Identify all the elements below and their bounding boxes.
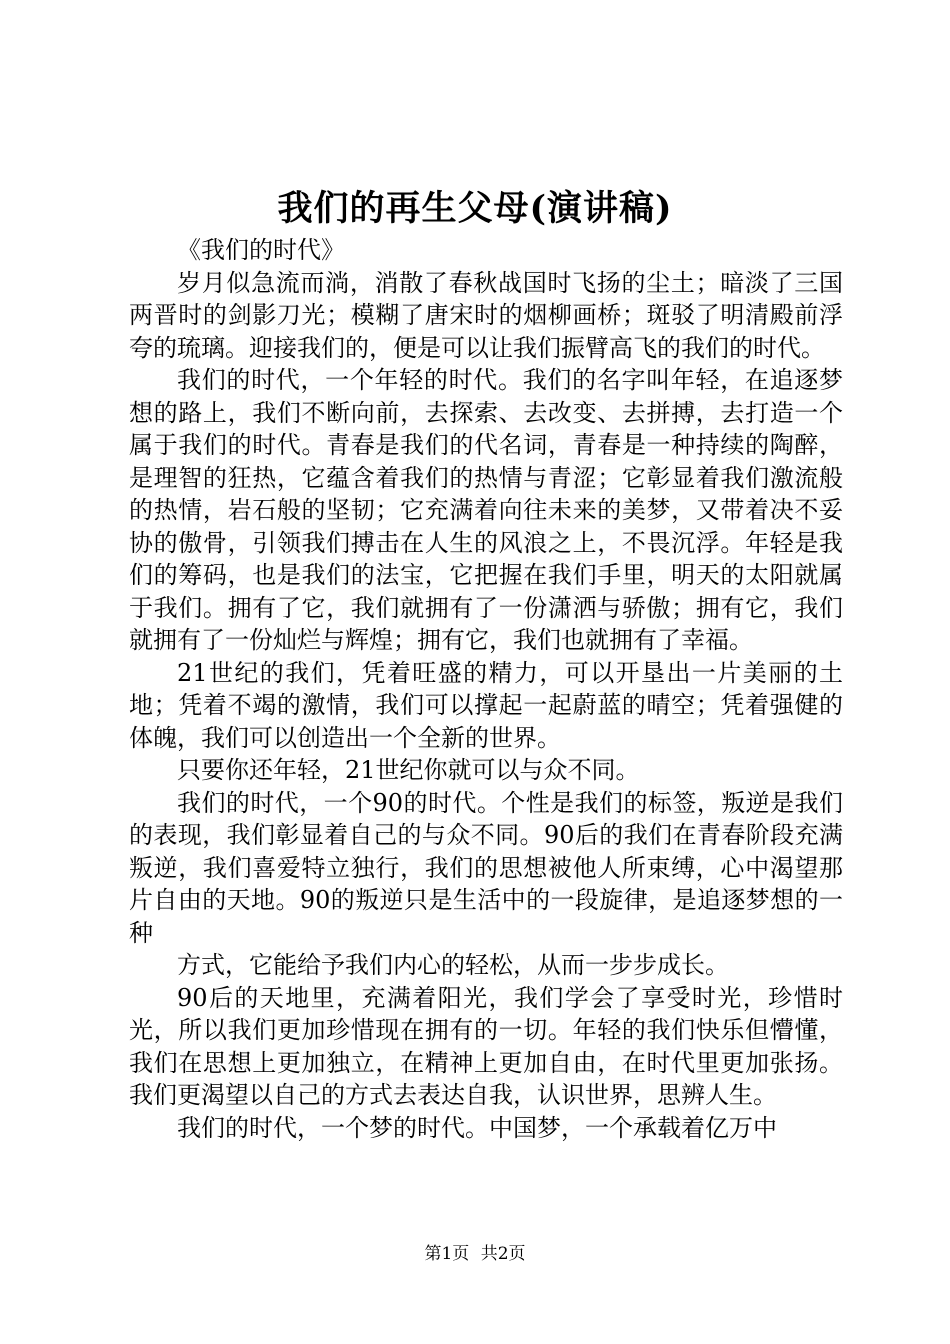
paragraph: 我们的时代，一个梦的时代。中国梦，一个承载着亿万中: [177, 1113, 777, 1142]
paragraph: 《我们的时代》: [177, 236, 345, 264]
paragraph: 21世纪的我们，凭着旺盛的精力，可以开垦出一片美丽的土地；凭着不竭的激情，我们可以撑起一起蔚蓝的晴空；凭着强健的体魄，我们可以创造出一个全新的世界。: [129, 658, 843, 752]
page-total: 共2页: [480, 1244, 526, 1264]
page-number: 第1页: [424, 1244, 470, 1264]
paragraph: 岁月似急流而淌，消散了春秋战国时飞扬的尘土；暗淡了三国两晋时的剑影刀光；模糊了唐宋时的烟柳画桥；斑驳了明清殿前浮夸的琉璃。迎接我们的，便是可以让我们振臂高飞的我们的时代。: [129, 268, 843, 362]
paragraph: 只要你还年轻，21世纪你就可以与众不同。: [177, 756, 640, 784]
page-footer: [0, 1242, 950, 1266]
paragraph: 90后的天地里，充满着阳光，我们学会了享受时光，珍惜时光，所以我们更加珍惜现在拥有的一切。年轻的我们快乐但懵懂，我们在思想上更加独立，在精神上更加自由，在时代里更加张扬。我们更渴望以自己的方式去表达自我，认识世界，思辨人生。: [129, 983, 843, 1109]
document-title: 我们的再生父母(演讲稿): [277, 188, 673, 229]
paragraph: 我们的时代，一个90的时代。个性是我们的标签，叛逆是我们的表现，我们彰显着自己的与众不同。90后的我们在青春阶段充满叛逆，我们喜爱特立独行，我们的思想被他人所束缚，心中渴望那片自由的天地。90的叛逆只是生活中的一段旋律，是追逐梦想的一种: [129, 788, 843, 947]
paragraph: 我们的时代，一个年轻的时代。我们的名字叫年轻，在追逐梦想的路上，我们不断向前，去探索、去改变、去拼搏，去打造一个属于我们的时代。青春是我们的代名词，青春是一种持续的陶醉，是理智的狂热，它蕴含着我们的热情与青涩；它彰显着我们激流般的热情，岩石般的坚韧；它充满着向往未来的美梦，又带着决不妥协的傲骨，引领我们搏击在人生的风浪之上，不畏沉浮。年轻是我们的筹码，也是我们的法宝，它把握在我们手里，明天的太阳就属于我们。拥有了它，我们就拥有了一份潇洒与骄傲；拥有它，我们就拥有了一份灿烂与辉煌；拥有它，我们也就拥有了幸福。: [129, 366, 843, 654]
document-body: [129, 234, 843, 1144]
paragraph: 方式，它能给予我们内心的轻松，从而一步步成长。: [177, 951, 729, 979]
